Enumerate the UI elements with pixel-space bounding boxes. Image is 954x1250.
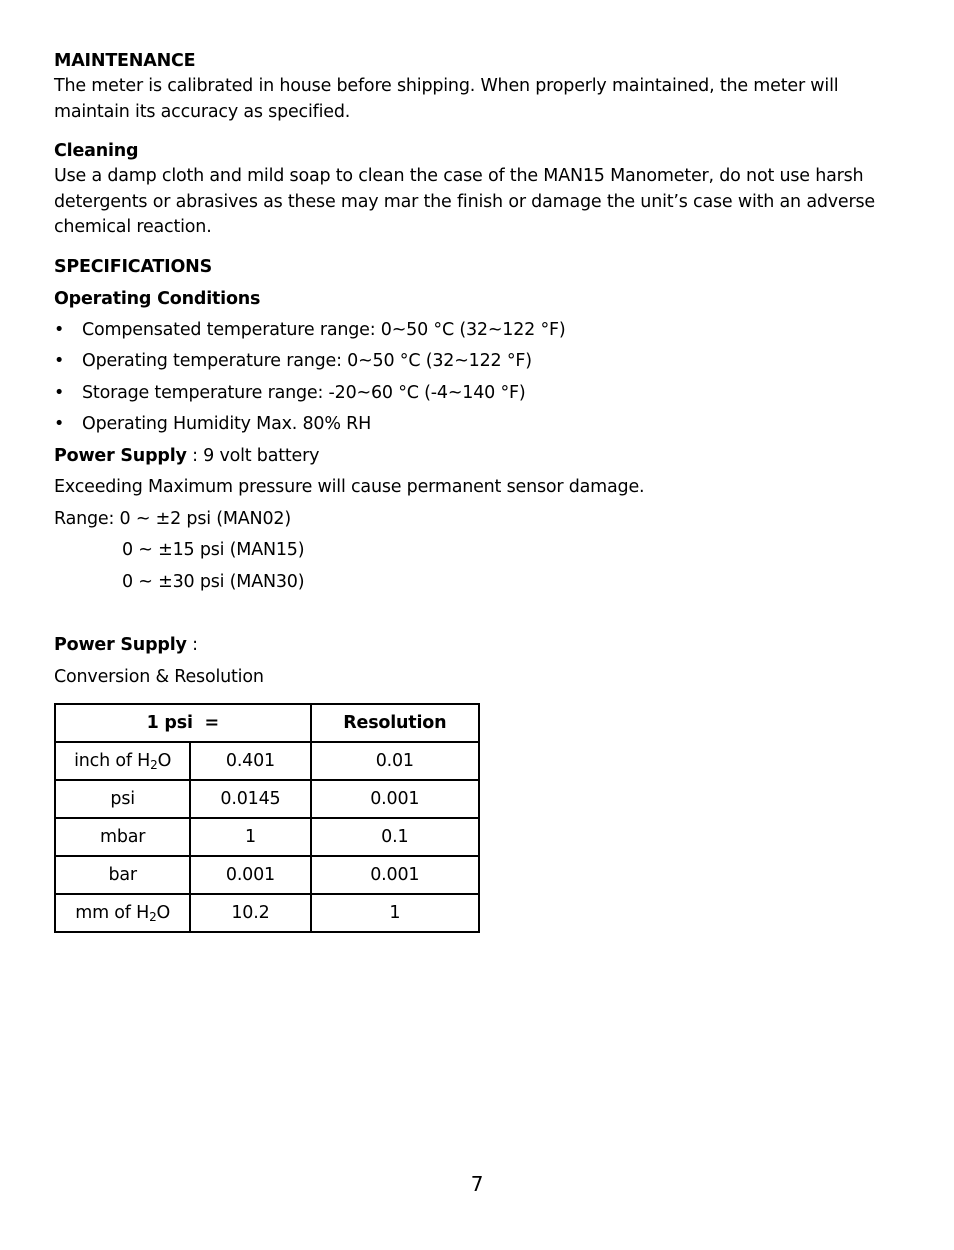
value-cell: 0.001 [190,856,310,894]
header-cell-psi: 1 psi = [55,704,311,742]
operating-conditions-heading: Operating Conditions [54,288,261,309]
header-cell-resolution: Resolution [311,704,479,742]
cleaning-heading: Cleaning [54,141,139,161]
power-supply-value: : 9 volt battery [186,445,320,466]
value-cell: 1 [190,818,310,856]
maintenance-text: The meter is calibrated in house before shipping. When properly maintained, the meter will maintain its accuracy as specified. [54,76,839,122]
table-row [55,780,479,818]
table-row [55,818,479,856]
resolution-cell: 1 [311,894,479,932]
table-row [55,894,479,932]
condition-text: Compensated temperature range: 0~50 °C (32~122 °F) [82,319,566,340]
list-item [54,315,894,347]
manual-page [54,48,894,933]
range-label: Range: [54,508,120,529]
specifications-heading: SPECIFICATIONS [54,256,213,277]
bullet-icon: • [54,319,65,340]
value-cell: 0.401 [190,742,310,780]
power-supply-line [54,441,894,473]
unit-cell: psi [55,780,190,818]
power-supply-line-2 [54,630,894,662]
cleaning-text: Use a damp cloth and mild soap to clean the case of the MAN15 Manometer, do not use harsh detergents or abrasives as these may mar the finish or damage the unit’s case with an adverse chemical reaction. [54,166,875,237]
range-value: 0 ~ ±15 psi (MAN15) [122,540,305,560]
list-item [54,346,894,378]
condition-text: Operating Humidity Max. 80% RH [82,414,372,434]
maintenance-heading: MAINTENANCE [54,51,196,71]
bullet-icon: • [54,382,65,403]
range-value: 0 ~ ±2 psi (MAN02) [119,508,291,529]
bullet-icon: • [54,414,65,434]
table-row [55,856,479,894]
range-value: 0 ~ ±30 psi (MAN30) [122,571,305,592]
unit-cell: mbar [55,818,190,856]
list-item [54,409,894,441]
power-supply-value: : [186,635,198,655]
condition-text: Operating temperature range: 0~50 °C (32~122 °F) [82,351,532,371]
range-line [54,504,894,536]
spacer [54,598,894,630]
operating-conditions-list [54,315,894,441]
page-number: 7 [470,1172,484,1196]
pressure-warning: Exceeding Maximum pressure will cause permanent sensor damage. [54,477,645,497]
bullet-icon: • [54,351,65,371]
power-supply-label: Power Supply [54,635,187,655]
resolution-cell: 0.001 [311,856,479,894]
value-cell: 0.0145 [190,780,310,818]
unit-cell: inch of $H_2O$ [55,742,190,780]
power-supply-label: Power Supply [54,445,187,466]
condition-text: Storage temperature range: -20~60 °C (-4~140 °F) [82,382,526,403]
conversion-caption: Conversion & Resolution [54,666,264,687]
resolution-cell: 0.1 [311,818,479,856]
value-cell: 10.2 [190,894,310,932]
conversion-table [54,703,480,933]
resolution-cell: 0.001 [311,780,479,818]
list-item [54,378,894,410]
table-row [55,742,479,780]
unit-cell: bar [55,856,190,894]
unit-cell: mm of $H_2O$ [55,894,190,932]
resolution-cell: 0.01 [311,742,479,780]
table-header-row [55,704,479,742]
